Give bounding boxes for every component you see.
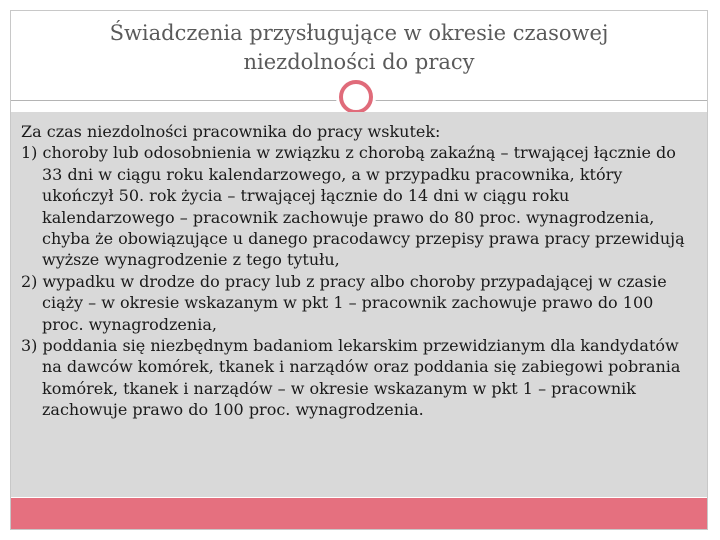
list-item: 2) wypadku w drodze do pracy lub z pracy albo choroby przypadającej w czasie ciąży – w okresie wskazanym w pkt 1 – pracownik zachowuje prawo do 100 proc. wynagrodzenia,	[21, 271, 667, 334]
slide-title: Świadczenia przysługujące w okresie czasowej niezdolności do pracy	[109, 21, 609, 74]
intro-text: Za czas niezdolności pracownika do pracy wskutek:	[21, 122, 441, 141]
bottom-accent-bar	[11, 498, 707, 529]
list-item: 1) choroby lub odosobnienia w związku z chorobą zakaźną – trwającej łącznie do 33 dni w ciągu roku kalendarzowego, a w przypadku pracownika, który ukończył 50. rok życia – trwającej łącznie do 14 dni w ciągu roku kalendarzowego – pracownik zachowuje prawo do 80 proc. wynagrodzenia, chyba że obowiązujące u danego pracodawcy przepisy prawa pracy przewidują wyższe wynagrodzenie z tego tytułu,	[21, 143, 685, 270]
body-text	[21, 121, 693, 421]
circle-ornament-icon	[339, 80, 373, 114]
list-item: 3) poddania się niezbędnym badaniom lekarskim przewidzianym dla kandydatów na dawców komórek, tkanek i narządów oraz poddania się zabiegowi pobrania komórek, tkanek i narządów – w okresie wskazanym w pkt 1 – pracownik zachowuje prawo do 100 proc. wynagrodzenia.	[21, 336, 681, 420]
